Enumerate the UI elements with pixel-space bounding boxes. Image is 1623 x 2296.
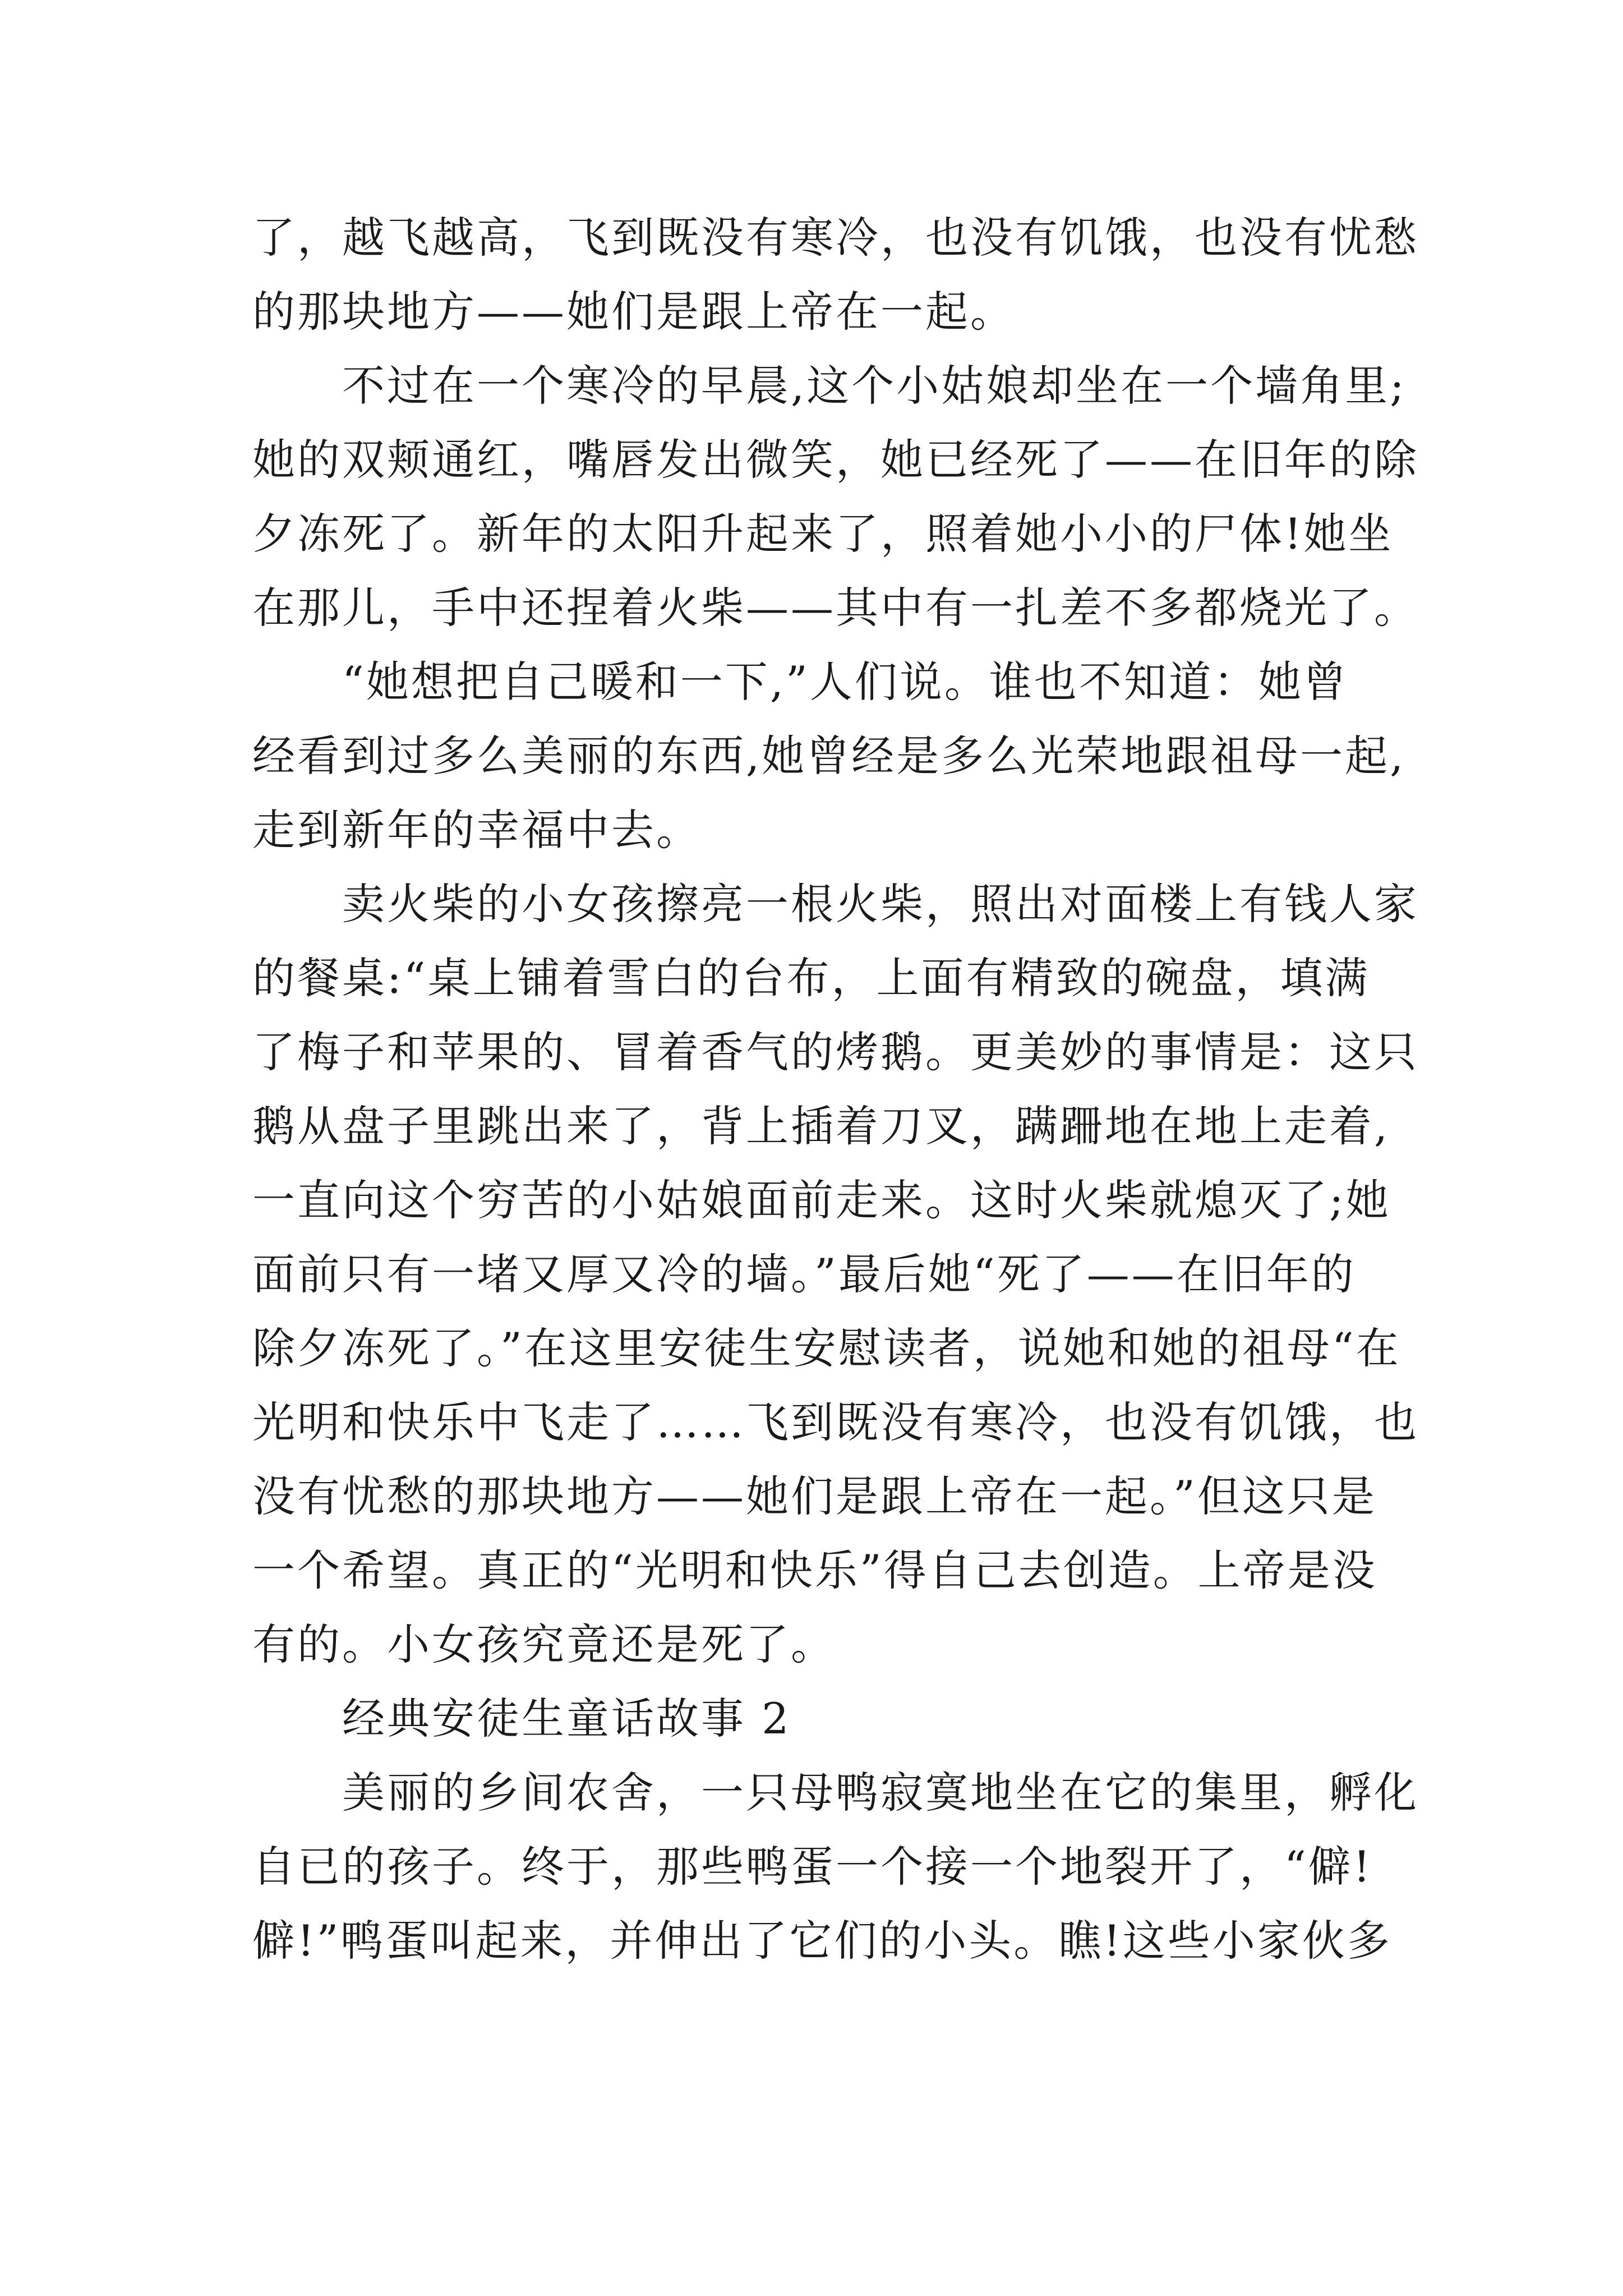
text-line: 面前只有一堵又厚又冷的墙。”最后她“死了——在旧年的	[252, 1249, 1356, 1299]
text-line: 经看到过多么美丽的东西,她曾经是多么光荣地跟祖母一起,	[252, 731, 1406, 781]
text-line: 美丽的乡间农舍，一只母鸭寂寞地坐在它的集里，孵化	[252, 1768, 1419, 1818]
text-line: 了梅子和苹果的、冒着香气的烤鹅。更美妙的事情是：这只	[252, 1027, 1419, 1077]
text-line: 走到新年的幸福中去。	[252, 805, 701, 855]
text-line: 的餐桌:“桌上铺着雪白的台布，上面有精致的碗盘，填满	[252, 953, 1370, 1003]
text-line: 不过在一个寒冷的早晨,这个小姑娘却坐在一个墙角里;	[252, 361, 1407, 411]
text-line: 一个希望。真正的“光明和快乐”得自己去创造。上帝是没	[252, 1545, 1377, 1595]
heading-line: 经典安徒生童话故事 2	[252, 1694, 791, 1743]
text-line: 光明和快乐中飞走了……飞到既没有寒冷，也没有饥饿，也	[252, 1397, 1419, 1447]
text-line: “她想把自己暖和一下,”人们说。谁也不知道：她曾	[252, 657, 1348, 707]
paragraph	[252, 201, 1419, 349]
paragraph	[252, 645, 1406, 867]
text-line: 除夕冻死了。”在这里安徒生安慰读者，说她和她的祖母“在	[252, 1323, 1401, 1373]
text-line: 了，越飞越高，飞到既没有寒冷，也没有饥饿，也没有忧愁	[252, 213, 1419, 263]
text-line: 夕冻死了。新年的太阳升起来了，照着她小小的尸体!她坐	[252, 509, 1394, 559]
text-line: 自已的孩子。终于，那些鸭蛋一个接一个地裂开了，“僻!	[252, 1842, 1373, 1892]
text-line: 的那块地方——她们是跟上帝在一起。	[252, 287, 1015, 337]
paragraph	[252, 349, 1419, 645]
text-line: 卖火柴的小女孩擦亮一根火柴，照出对面楼上有钱人家	[252, 879, 1419, 929]
text-line: 僻!”鸭蛋叫起来，并伸出了它们的小头。瞧!这些小家伙多	[252, 1916, 1392, 1966]
text-line: 在那儿，手中还捏着火柴——其中有一扎差不多都烧光了。	[252, 583, 1419, 633]
section-heading	[252, 1682, 1385, 1756]
text-line: 一直向这个穷苦的小姑娘面前走来。这时火柴就熄灭了;她	[252, 1175, 1391, 1225]
text-line: 有的。小女孩究竟还是死了。	[252, 1619, 836, 1669]
text-line: 没有忧愁的那块地方——她们是跟上帝在一起。”但这只是	[252, 1471, 1377, 1521]
text-line: 鹅从盘子里跳出来了，背上插着刀叉，蹒跚地在地上走着,	[252, 1101, 1390, 1151]
paragraph	[252, 867, 1419, 1682]
body-text	[252, 201, 1419, 1978]
paragraph	[252, 1756, 1419, 1978]
text-line: 她的双颊通红，嘴唇发出微笑，她已经死了——在旧年的除	[252, 435, 1419, 485]
